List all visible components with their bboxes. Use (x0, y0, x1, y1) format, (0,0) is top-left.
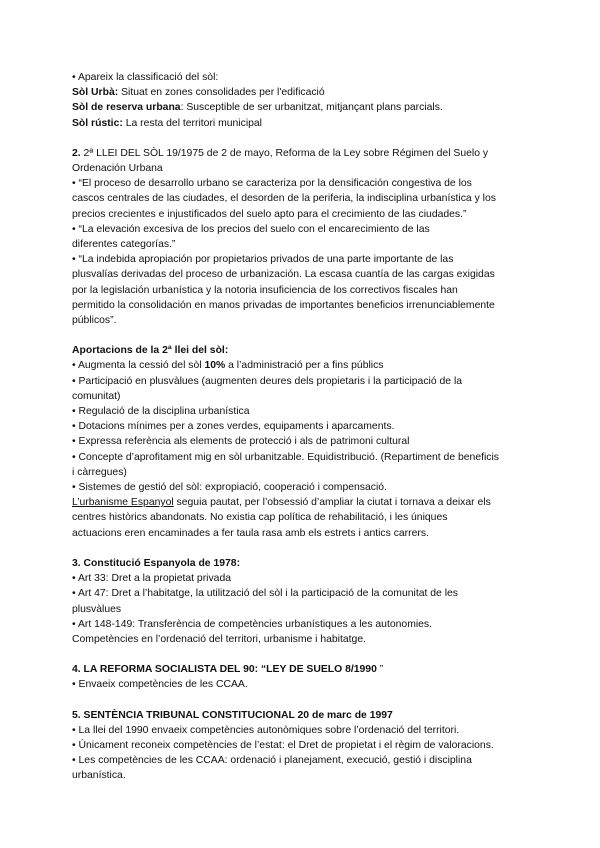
paragraph: L’urbanisme Espanyol seguia pautat, per l’obsessió d’ampliar la ciutat i tornava a deixar els (72, 497, 491, 509)
section-heading: 3. Constitució Espanyola de 1978: (72, 557, 241, 569)
section-heading: 4. LA REFORMA SOCIALISTA DEL 90: “LEY DE SUELO 8/1990 ” (72, 664, 384, 676)
contributions-section (72, 343, 530, 541)
list-item: • Les competències de les CCAA: ordenació i planejament, execució, gestió i disciplina (72, 755, 472, 767)
list-item: • La llei del 1990 envaeix competències autonòmiques sobre l’ordenació del territori. (72, 724, 460, 736)
list-item: Sòl rústic: La resta del territori municipal (72, 117, 262, 129)
term-label: Sòl Urbà: (72, 87, 119, 99)
list-item: • Concepte d’aprofitament mig en sòl urbanitzable. Equidistribució. (Repartiment de beneficis (72, 451, 499, 463)
constitution-section (72, 556, 530, 647)
paragraph: centres històrics abandonats. No existia cap política de rehabilitació, i les úniques (72, 512, 448, 524)
list-item: • Sistemes de gestió del sòl: expropiació, cooperació i compensació. (72, 482, 387, 494)
socialist-reform-section (72, 662, 530, 692)
list-item: Sòl Urbà: Situat en zones consolidades per l'edificació (72, 87, 325, 99)
list-item: i càrregues) (72, 466, 127, 478)
quote: plusvalías derivadas del proceso de urbanización. La escasa cuantía de las cargas exigidas (72, 269, 495, 281)
quote: • “La elevación excesiva de los precios del suelo con el encarecimiento de las (72, 223, 430, 235)
soil-classification-section (72, 70, 530, 131)
list-item: • Envaeix competències de les CCAA. (72, 679, 248, 691)
list-item: comunitat) (72, 390, 121, 402)
section-heading: 2. 2ª LLEI DEL SÒL 19/1975 de 2 de mayo, Reforma de la Ley sobre Régimen del Suelo y (72, 147, 489, 159)
quote: públicos”. (72, 315, 117, 327)
list-item: • Art 47: Dret a l’habitatge, la utilització del sòl i la participació de la comunitat de les (72, 588, 458, 600)
list-item: • Art 148-149: Transferència de competències urbanístiques a les autonomies. (72, 618, 433, 630)
quote: diferentes categorías.” (72, 239, 176, 251)
section-heading: Aportacions de la 2ª llei del sòl: (72, 345, 229, 357)
list-item: • Art 33: Dret a la propietat privada (72, 573, 232, 585)
section-heading: 5. SENTÈNCIA TRIBUNAL CONSTITUCIONAL 20 de marc de 1997 (72, 709, 393, 721)
list-item: • Dotacions mínimes per a zones verdes, equipaments i aparcaments. (72, 421, 395, 433)
term-label: Sòl de reserva urbana (72, 102, 181, 114)
section-heading-cont: Ordenación Urbana (72, 163, 163, 175)
term-label: Sòl rústic: (72, 117, 123, 129)
list-item: Competències en l’ordenació del territori, urbanisme i habitatge. (72, 633, 366, 645)
list-item: urbanística. (72, 770, 126, 782)
list-item: • Augmenta la cessió del sòl 10% a l’administració per a fins públics (72, 360, 384, 372)
quote: • “El proceso de desarrollo urbano se caracteriza por la densificación congestiva de los (72, 178, 472, 190)
paragraph: actuacions eren encaminades a fer taula rasa amb els estrets i antics carrers. (72, 527, 429, 539)
constitutional-court-section (72, 708, 530, 784)
quote: • “La indebida apropiación por propietarios privados de una parte importante de las (72, 254, 454, 266)
list-item: • Únicament reconeix competències de l’estat: el Dret de propietat i el règim de valoracions. (72, 739, 494, 751)
list-item: • Apareix la classificació del sòl: (72, 72, 219, 83)
list-item: Sòl de reserva urbana: Susceptible de ser urbanitzat, mitjançant plans parcials. (72, 102, 443, 114)
quote: cascos centrales de las ciudades, el desorden de la periferia, la indisciplina urbanística y los (72, 193, 496, 205)
list-item: • Regulació de la disciplina urbanística (72, 406, 250, 418)
second-land-law-section (72, 146, 530, 328)
quote: por la legislación urbanística y la notoria insuficiencia de los correctivos fiscales han (72, 284, 458, 296)
list-item: • Participació en plusvàlues (augmenten deures dels propietaris i la participació de la (72, 375, 463, 387)
list-item: • Expressa referència als elements de protecció i als de patrimoni cultural (72, 436, 410, 448)
quote: precios crecientes e injustificados del suelo apto para el crecimiento de las ciudades.” (72, 208, 467, 220)
list-item: plusvàlues (72, 603, 122, 615)
quote: permitido la consolidación en manos privadas de importantes beneficios irrenunciablemente (72, 299, 495, 311)
